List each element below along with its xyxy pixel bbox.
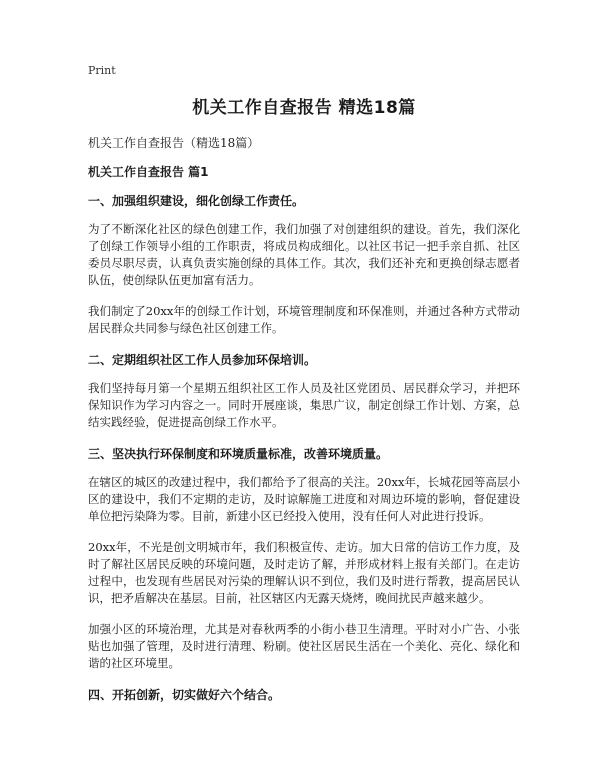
print-label[interactable]: Print (88, 64, 116, 77)
heading-1: 一、加强组织建设，细化创绿工作责任。 (88, 194, 305, 208)
paragraph-4: 在辖区的城区的改建过程中，我们都给予了很高的关注。20xx年，长城花园等高层小区的建设中，我们不定期的走访，及时谅解施工进度和对周边环境的影响，督促建设单位把污染降为零。目前，新建小区已经投入使用，没有任何人对此进行投诉。 (88, 475, 520, 523)
paragraph-3: 我们坚持每月第一个星期五组织社区工作人员及社区党团员、居民群众学习，并把环保知识作为学习内容之一。同时开展座谈，集思广议，制定创绿工作计划、方案，总结实践经验，促进提高创绿工作水平。 (88, 381, 520, 429)
document-subtitle: 机关工作自查报告（精选18篇） (88, 136, 260, 150)
heading-2: 二、定期组织社区工作人员参加环保培训。 (88, 353, 317, 367)
paragraph-1: 为了不断深化社区的绿色创建工作，我们加强了对创建组织的建设。首先，我们深化了创绿工作领导小组的工作职责，将成员构成细化。以社区书记一把手亲自抓、社区委员尽职尽责，认真负责实施创绿的具体工作。其次，我们还补充和更换创绿志愿者队伍，使创绿队伍更加富有活力。 (88, 222, 520, 287)
paragraph-5: 20xx年，不光是创文明城市年，我们积极宣传、走访。加大日常的信访工作力度，及时了解社区居民反映的环境问题，及时走访了解，并形成材料上报有关部门。在走访过程中，也发现有些居民对污染的理解认识不到位，我们及时进行帮教，提高居民认识，把矛盾解决在基层。目前，社区辖区内无露天烧烤，晚间扰民声越来越少。 (88, 540, 520, 605)
paragraph-2: 我们制定了20xx年的创绿工作计划，环境管理制度和环保准则，并通过各种方式带动居民群众共同参与绿色社区创建工作。 (88, 304, 520, 335)
heading-3: 三、坚决执行环保制度和环境质量标准，改善环境质量。 (88, 447, 389, 461)
page-title: 机关工作自查报告 精选18篇 (192, 98, 416, 118)
heading-4: 四、开拓创新，切实做好六个结合。 (88, 688, 281, 702)
paragraph-6: 加强小区的环境治理，尤其是对春秋两季的小街小巷卫生清理。平时对小广告、小张贴也加强了管理，及时进行清理、粉刷。使社区居民生活在一个美化、亮化、绿化和谐的社区环境里。 (88, 622, 520, 670)
section-title: 机关工作自查报告 篇1 (88, 165, 209, 179)
document-page (88, 64, 520, 715)
